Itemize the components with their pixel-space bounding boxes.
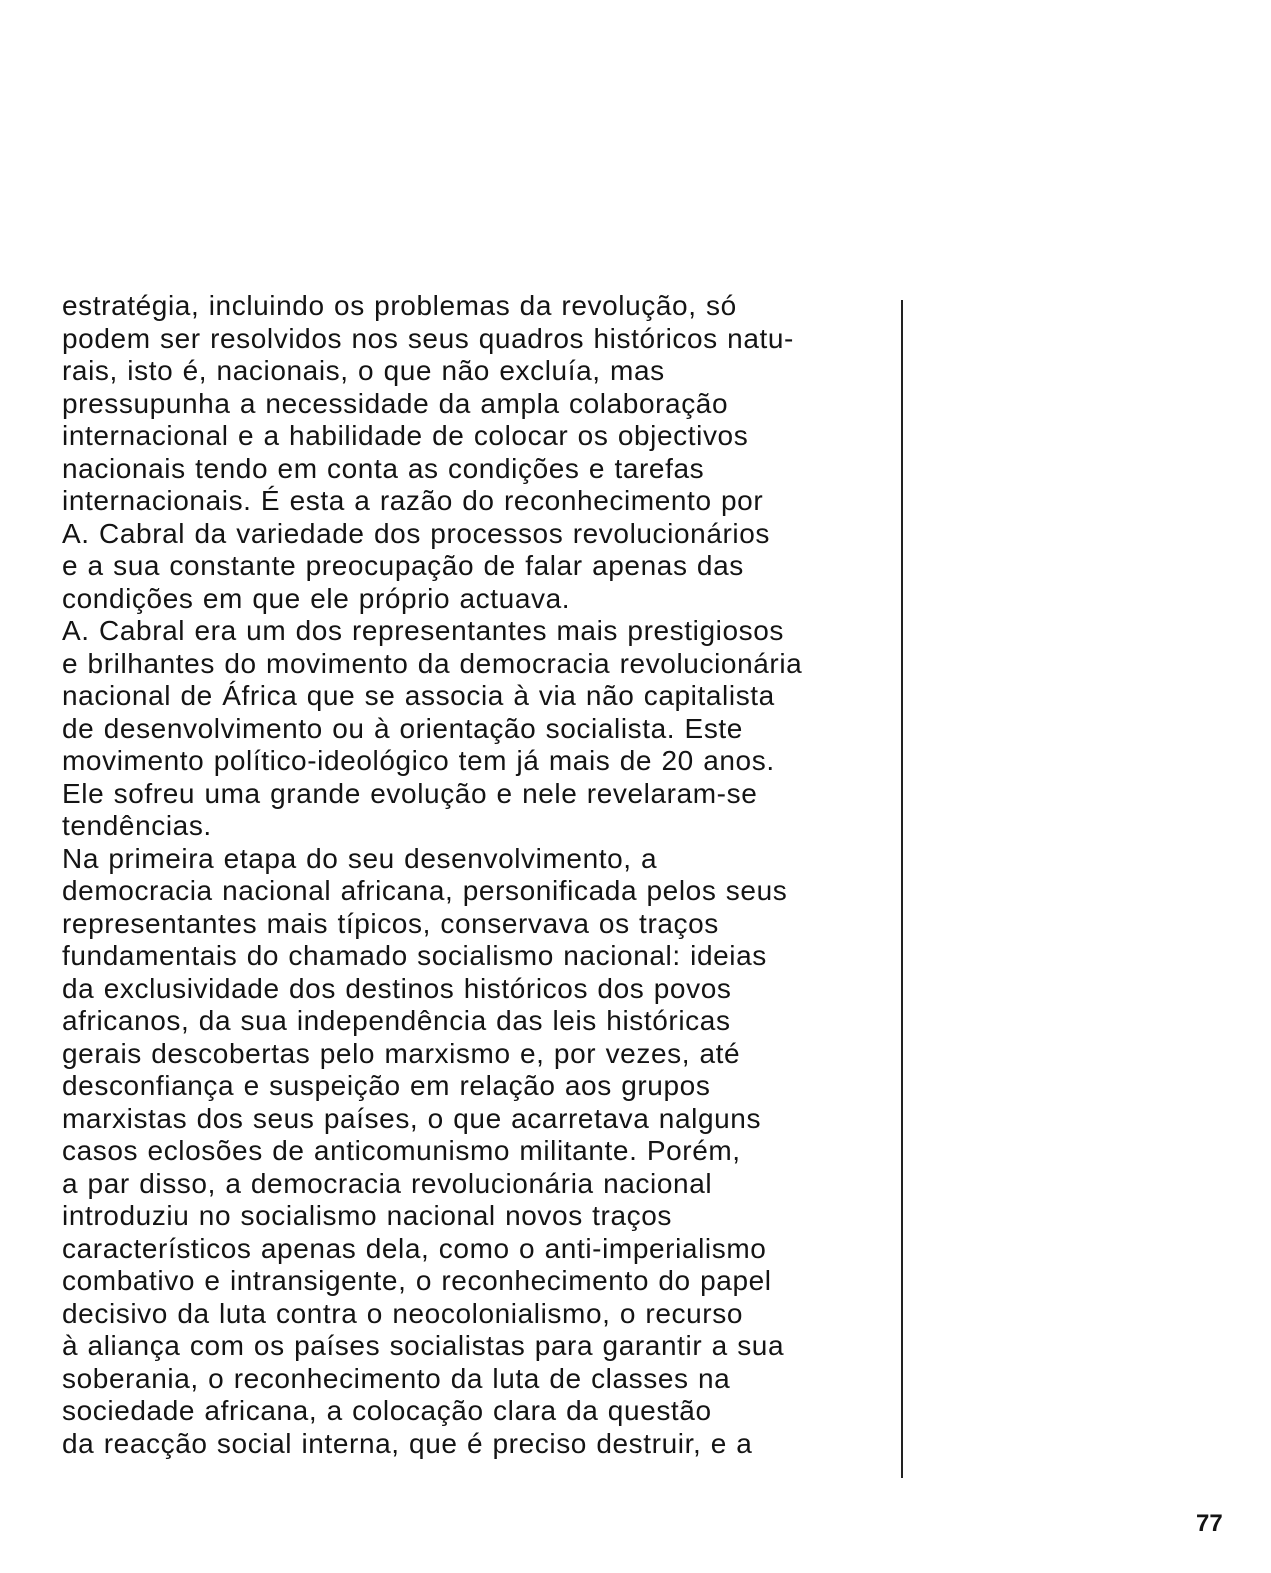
text-line: representantes mais típicos, conservava os traços [62,907,719,939]
text-line: movimento político-ideológico tem já mais de 20 anos. [62,745,775,776]
text-line: A. Cabral da variedade dos processos revolucionários [62,517,771,549]
text-line: marxistas dos seus países, o que acarretava nalguns [62,1102,762,1134]
text-line: Ele sofreu uma grande evolução e nele revelaram-se [62,777,758,809]
text-line: decisivo da luta contra o neocolonialismo, o recurso [62,1297,743,1329]
text-line: nacional de África que se associa à via não capitalista [62,680,775,711]
text-line: fundamentais do chamado socialismo nacional: ideias [62,940,767,971]
text-line: soberania, o reconhecimento da luta de classes na [62,1362,731,1394]
text-line: pressupunha a necessidade da ampla colaboração [62,387,729,419]
margin-rule [901,300,903,1478]
text-line: característicos apenas dela, como o anti-imperialismo [62,1232,767,1264]
text-line: estratégia, incluindo os problemas da revolução, só [62,290,737,321]
text-line: democracia nacional africana, personificada pelos seus [62,875,788,906]
text-line: combativo e intransigente, o reconhecimento do papel [62,1265,772,1296]
text-line: internacional e a habilidade de colocar os objectivos [62,420,749,451]
body-text [62,290,902,1460]
text-line: condições em que ele próprio actuava. [62,582,571,614]
text-line: tendências. [62,810,212,841]
text-line: à aliança com os países socialistas para garantir a sua [62,1330,785,1361]
text-line: podem ser resolvidos nos seus quadros históricos natu- [62,322,794,354]
text-line: e a sua constante preocupação de falar apenas das [62,550,744,581]
text-line: africanos, da sua independência das leis históricas [62,1005,731,1036]
text-line: A. Cabral era um dos representantes mais prestigiosos [62,615,785,646]
text-line: casos eclosões de anticomunismo militante. Porém, [62,1135,741,1166]
text-line: nacionais tendo em conta as condições e tarefas [62,452,705,484]
text-line: sociedade africana, a colocação clara da questão [62,1395,712,1426]
text-line: da exclusividade dos destinos históricos dos povos [62,972,732,1004]
text-line: Na primeira etapa do seu desenvolvimento, a [62,842,658,874]
text-line: desconfiança e suspeição em relação aos grupos [62,1070,711,1101]
text-line: rais, isto é, nacionais, o que não excluía, mas [62,355,665,386]
text-line: introduziu no socialismo nacional novos traços [62,1200,673,1231]
text-line: e brilhantes do movimento da democracia revolucionária [62,647,803,679]
text-line: gerais descobertas pelo marxismo e, por vezes, até [62,1037,741,1069]
text-line: a par disso, a democracia revolucionária nacional [62,1167,713,1199]
page-number: 77 [1196,1510,1223,1537]
text-line: de desenvolvimento ou à orientação socialista. Este [62,712,743,744]
text-line: internacionais. É esta a razão do reconhecimento por [62,485,764,516]
text-line: da reacção social interna, que é preciso destruir, e a [62,1427,753,1459]
